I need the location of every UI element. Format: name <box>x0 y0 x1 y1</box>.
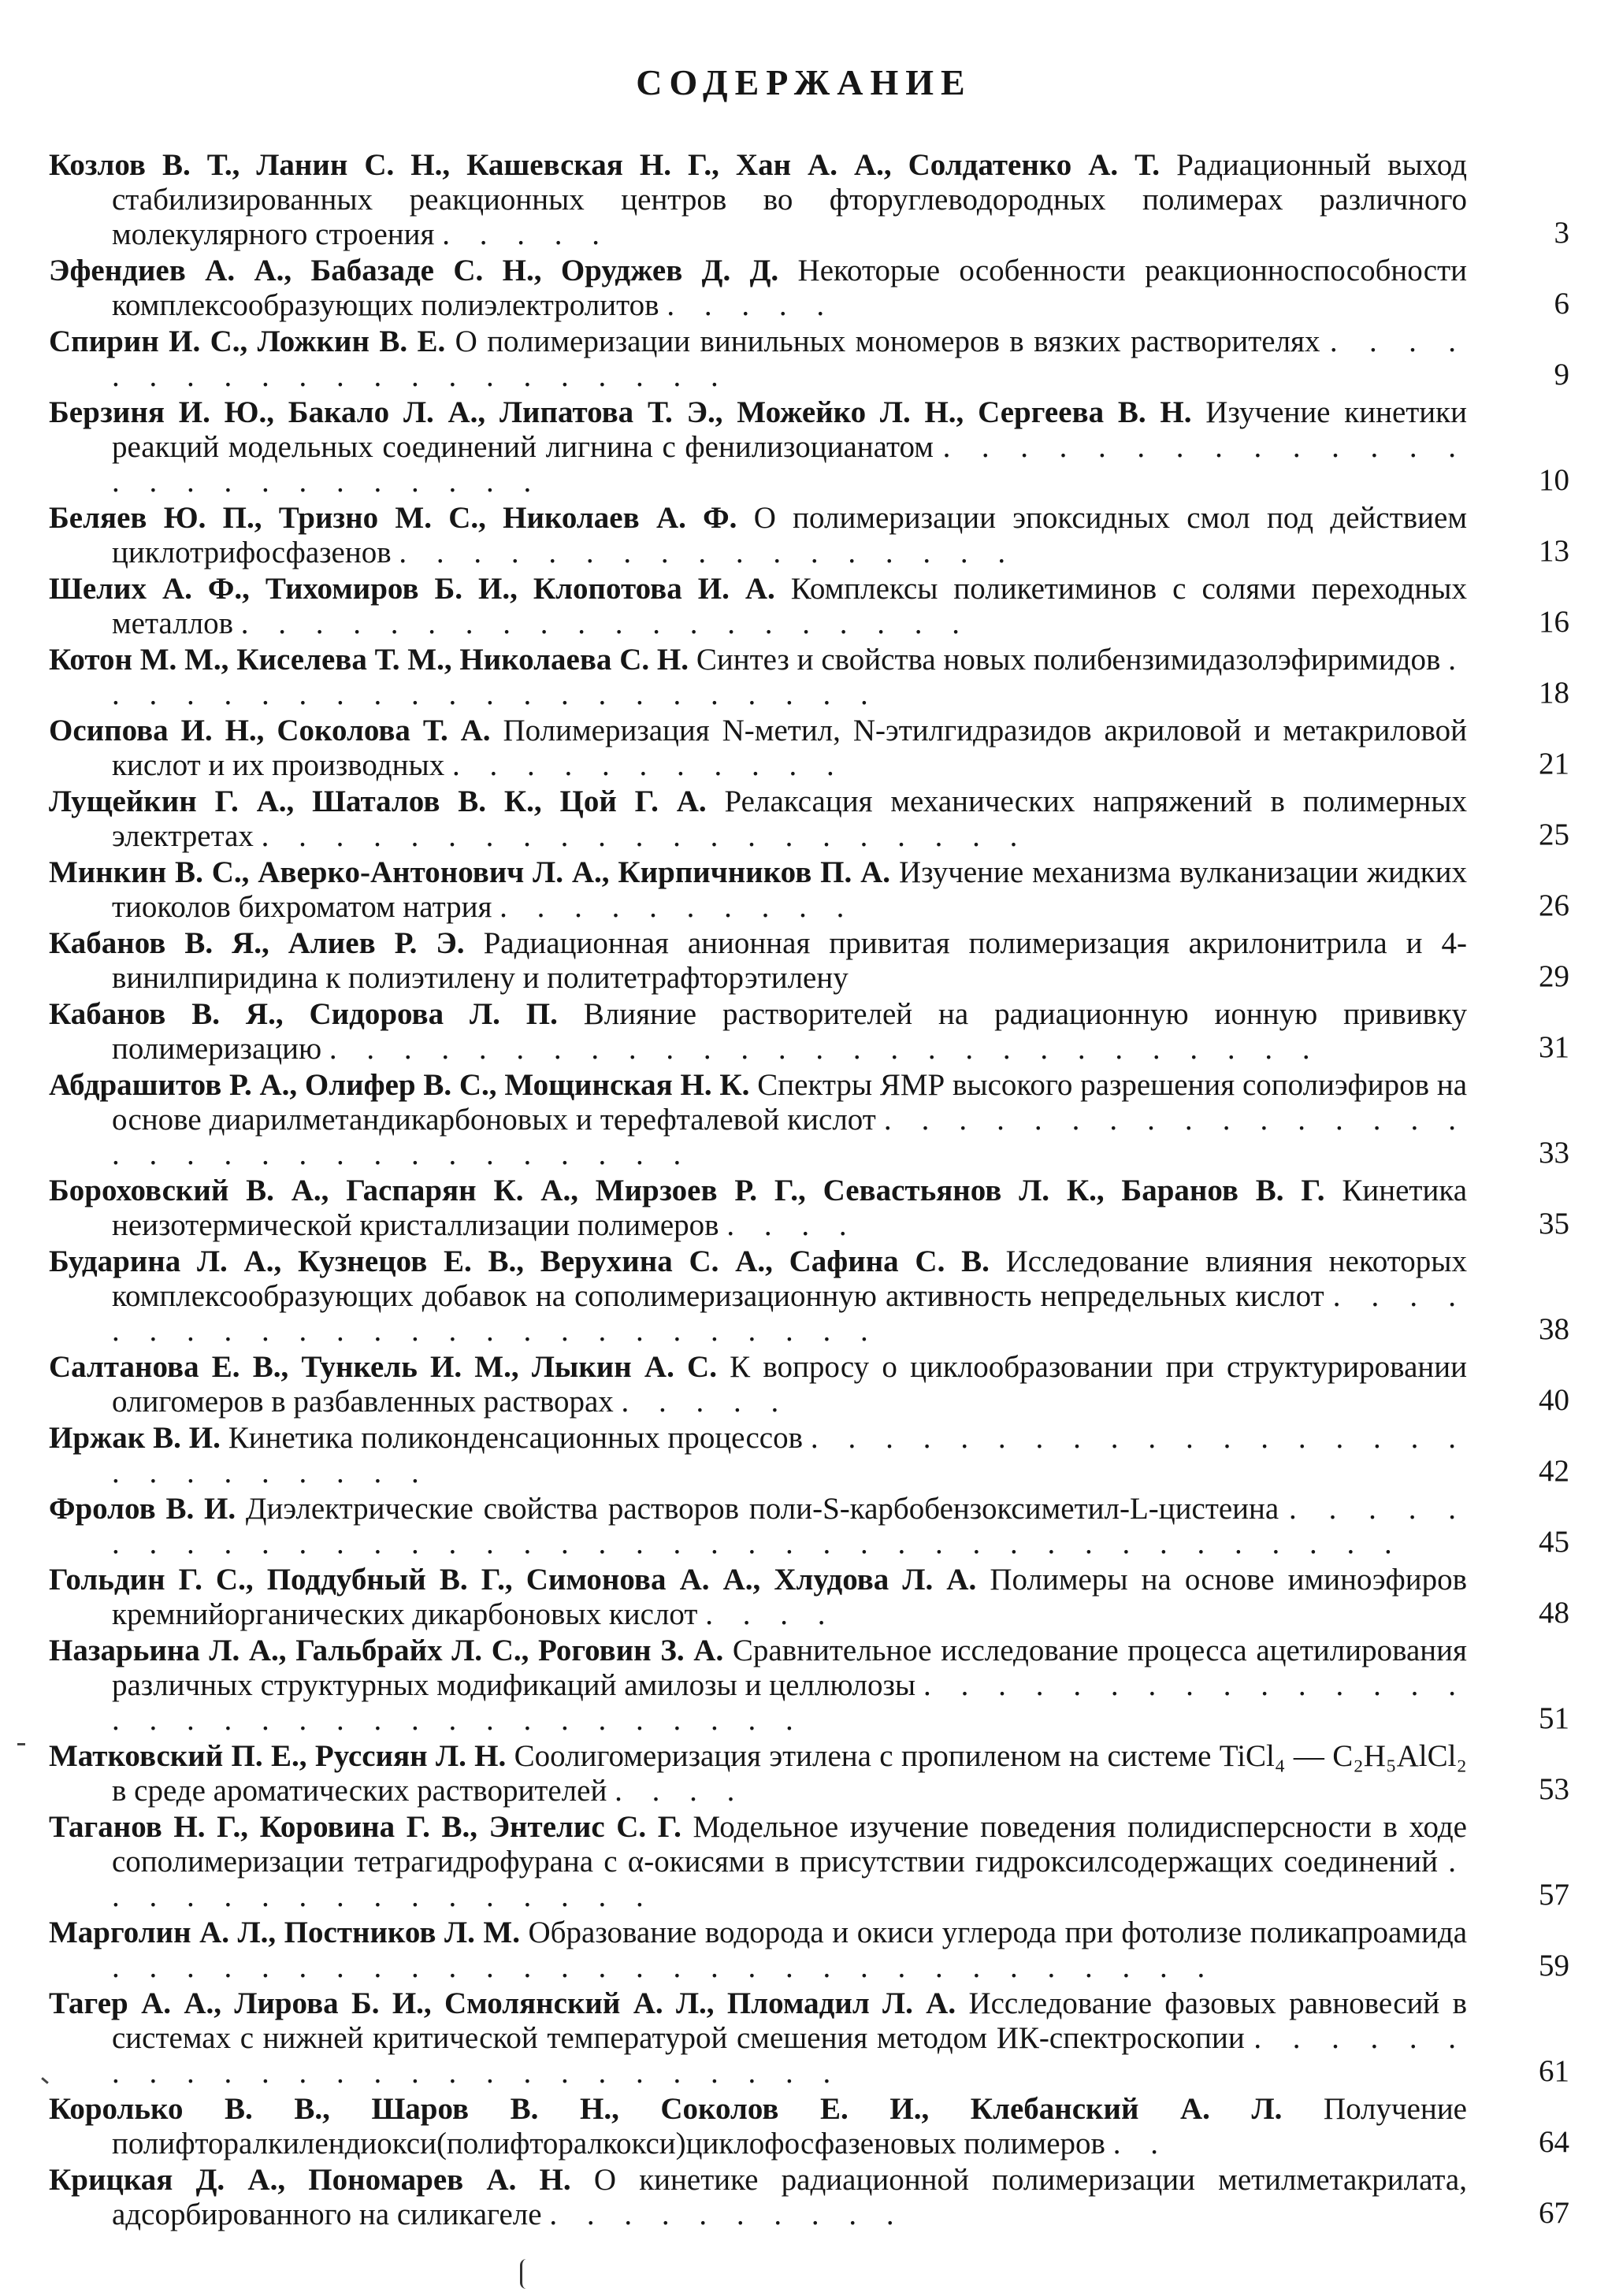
toc-entry-text <box>49 784 1467 854</box>
dot-leader: . . . . . . . . . . . . . . . . . . . . . . . . . . . . . . . . <box>112 1103 1468 1171</box>
toc-entry[interactable] <box>49 714 1585 783</box>
toc-entry-text <box>49 1492 1467 1561</box>
toc-entry-text <box>49 1916 1467 1985</box>
entry-title: Изучение механизма вулканизации жидких тиоколов бихроматом натрия <box>112 855 1468 924</box>
toc-entry[interactable] <box>49 2163 1585 2232</box>
toc-entry-text <box>49 714 1467 783</box>
entry-page-number: 9 <box>1554 358 1569 391</box>
entry-authors: Козлов В. Т., Ланин С. Н., Кашевская Н. Г., Хан А. А., Солдатенко А. Т. <box>49 148 1161 182</box>
toc-entry[interactable] <box>49 501 1585 570</box>
entry-authors: Минкин В. С., Аверко-Антонович Л. А., Кирпичников П. А. <box>49 855 891 889</box>
entry-authors: Кабанов В. Я., Сидорова Л. П. <box>49 997 558 1031</box>
entry-page-number: 40 <box>1539 1383 1569 1417</box>
entry-page-number: 10 <box>1539 463 1569 497</box>
entry-title: Получение полифторалкилендиокси(полифторалкокси)циклофосфазеновых полимеров <box>112 2092 1467 2161</box>
toc-entry-text <box>49 572 1467 641</box>
toc-entry-text <box>49 1244 1467 1348</box>
toc-entry[interactable] <box>49 1174 1585 1243</box>
dot-leader: . . . . . . . . . . . . . . . . . <box>399 536 1017 569</box>
scan-mark <box>41 2077 49 2084</box>
toc-entry[interactable] <box>49 1739 1585 1808</box>
entry-authors: Таганов Н. Г., Коровина Г. В., Энтелис С. Г. <box>49 1810 681 1844</box>
toc-entry[interactable] <box>49 643 1585 712</box>
entry-page-number: 38 <box>1539 1312 1569 1346</box>
toc-entry[interactable] <box>49 1563 1585 1632</box>
entry-page-number: 42 <box>1539 1454 1569 1488</box>
entry-page-number: 53 <box>1539 1772 1569 1806</box>
toc-entry[interactable] <box>49 1350 1585 1419</box>
entry-page-number: 48 <box>1539 1596 1569 1630</box>
entry-page-number: 33 <box>1539 1136 1569 1170</box>
toc-entry[interactable] <box>49 1916 1585 1985</box>
dot-leader: . . . . . . . . . . . . . . . . . . . . . . . . . . . <box>112 1421 1468 1489</box>
entry-page-number: 26 <box>1539 888 1569 922</box>
dot-leader: . . . . . . . . . . . . . . . . . . . . . <box>261 819 1029 853</box>
entry-page-number: 35 <box>1539 1207 1569 1241</box>
entry-page-number: 64 <box>1539 2125 1569 2159</box>
toc-entry[interactable] <box>49 855 1585 925</box>
entry-authors: Осипова И. Н., Соколова Т. А. <box>49 714 491 747</box>
entry-title: Изучение кинетики реакций модельных соединений лигнина с фенилизоцианатом <box>112 395 1467 464</box>
entry-title: Исследование фазовых равновесий в системах с нижней критической температурой смешения методом ИК-спектроскопии <box>112 1986 1468 2055</box>
toc-entry[interactable] <box>49 1810 1585 1914</box>
entry-page-number: 18 <box>1539 676 1569 710</box>
entry-authors: Назарьина Л. А., Гальбрайх Л. С., Роговин З. А. <box>49 1634 724 1667</box>
scan-mark <box>17 1743 25 1745</box>
dot-leader: . . . . . . . . . . . . . . . . . . . . . . . . . . . . . . . . . . . . . . . . <box>112 1492 1468 1560</box>
entry-authors: Марголин А. Л., Постников Л. М. <box>49 1916 520 1949</box>
dot-leader: . . . . . <box>442 217 611 251</box>
toc-entry-text <box>49 148 1467 252</box>
toc-entry[interactable] <box>49 572 1585 641</box>
entry-page-number: 31 <box>1539 1030 1569 1064</box>
dot-leader: . . . . . <box>621 1385 790 1419</box>
entry-page-number: 29 <box>1539 959 1569 993</box>
dot-leader: . . . . . . . . . . . . . . . . . . . . . <box>112 325 1468 393</box>
entry-title: Кинетика поликонденсационных процессов <box>228 1421 803 1455</box>
entry-page-number: 57 <box>1539 1878 1569 1912</box>
toc-entry-text <box>49 254 1467 323</box>
dot-leader: . . . . . . . . . . . . . . . . . . . . . . . . . . <box>112 2021 1468 2090</box>
entry-title: Комплексы поликетиминов с солями переходных металлов <box>112 572 1468 640</box>
entry-authors: Королько В. В., Шаров В. Н., Соколов Е. И., Клебанский А. Л. <box>49 2092 1283 2126</box>
dot-leader: . . . . . . . . . . <box>499 890 856 924</box>
toc-entry-text <box>49 1563 1467 1632</box>
entry-title: Спектры ЯМР высокого разрешения сополиэфиров на основе диарилметандикарбоновых и терефталевой кислот <box>112 1068 1468 1137</box>
entry-authors: Иржак В. И. <box>49 1421 221 1455</box>
toc-entry[interactable] <box>49 997 1585 1066</box>
entry-page-number: 21 <box>1539 747 1569 781</box>
toc-entry-text <box>49 1068 1467 1172</box>
entry-page-number: 61 <box>1539 2054 1569 2088</box>
dot-leader: . . . . . . . . . . . . . . . . . . . . . . <box>112 643 1468 711</box>
toc-entry[interactable] <box>49 1244 1585 1348</box>
dot-leader: . . . . . . . . . . . <box>451 748 845 782</box>
toc-list <box>49 148 1585 2234</box>
toc-entry-text <box>49 1986 1467 2090</box>
entry-page-number: 45 <box>1539 1525 1569 1559</box>
toc-entry[interactable] <box>49 2092 1585 2161</box>
dot-leader: . . . . . <box>667 288 836 322</box>
page-title: СОДЕРЖАНИЕ <box>636 62 972 102</box>
dot-leader: . . . . <box>615 1774 746 1808</box>
entry-authors: Лущейкин Г. А., Шаталов В. К., Цой Г. А. <box>49 784 707 818</box>
entry-title: Диэлектрические свойства растворов поли-S-карбобензоксиметил-L-цистеина <box>245 1492 1279 1526</box>
entry-title: Радиационный выход стабилизированных реакционных центров во фторуглеводородных полимерах различного молекулярного строения <box>112 148 1467 251</box>
entry-title: Исследование влияния некоторых комплексообразующих добавок на сополимеризационную активность непредельных кислот <box>112 1244 1468 1313</box>
entry-authors: Бударина Л. А., Кузнецов Е. В., Верухина С. А., Сафина С. В. <box>49 1244 990 1278</box>
entry-page-number: 59 <box>1539 1949 1569 1983</box>
toc-entry-text <box>49 501 1467 570</box>
entry-authors: Бороховский В. А., Гаспарян К. А., Мирзоев Р. Г., Севастьянов Л. К., Баранов В. Г. <box>49 1174 1325 1207</box>
toc-entry-text <box>49 997 1467 1066</box>
entry-authors: Салтанова Е. В., Тункель И. М., Лыкин А. С. <box>49 1350 717 1384</box>
entry-page-number: 25 <box>1539 818 1569 851</box>
toc-entry-text <box>49 855 1467 925</box>
entry-title: Образование водорода и окиси углерода при фотолизе поликапроамида <box>528 1916 1468 1949</box>
entry-page-number: 3 <box>1554 216 1569 250</box>
toc-entry-text <box>49 1634 1467 1738</box>
entry-title: К вопросу о циклообразовании при структурировании олигомеров в разбавленных растворах <box>112 1350 1467 1419</box>
toc-entry-text <box>49 926 1467 996</box>
toc-entry-text <box>49 1350 1467 1419</box>
toc-entry[interactable] <box>49 1492 1585 1561</box>
entry-authors: Тагер А. А., Лирова Б. И., Смолянский А. Л., Пломадил Л. А. <box>49 1986 956 2020</box>
entry-title: О полимеризации винильных мономеров в вязких растворителях <box>455 325 1320 358</box>
entry-page-number: 6 <box>1554 287 1569 321</box>
entry-title: Некоторые особенности реакционноспособности комплексообразующих полиэлектролитов <box>112 254 1467 322</box>
entry-authors: Котон М. М., Киселева Т. М., Николаева С. Н. <box>49 643 689 677</box>
toc-entry[interactable] <box>49 148 1585 252</box>
toc-entry-text <box>49 643 1467 712</box>
entry-authors: Берзиня И. Ю., Бакало Л. А., Липатова Т. Э., Можейко Л. Н., Сергеева В. Н. <box>49 395 1192 429</box>
toc-entry[interactable] <box>49 254 1585 323</box>
toc-entry[interactable] <box>49 1068 1585 1172</box>
entry-title: Релаксация механических напряжений в полимерных электретах <box>112 784 1467 853</box>
toc-entry[interactable] <box>49 325 1585 394</box>
dot-leader: . . <box>1112 2127 1169 2161</box>
toc-entry-text <box>49 1739 1467 1808</box>
entry-authors: Кабанов В. Я., Алиев Р. Э. <box>49 926 465 960</box>
toc-entry[interactable] <box>49 1986 1585 2090</box>
scan-mark <box>520 2259 532 2289</box>
entry-title: Полимеризация N-метил, N-этилгидразидов акриловой и метакриловой кислот и их производных <box>112 714 1467 782</box>
entry-authors: Гольдин Г. С., Поддубный В. Г., Симонова А. А., Хлудова Л. А. <box>49 1563 977 1597</box>
entry-page-number: 16 <box>1539 605 1569 639</box>
entry-title: Кинетика неизотермической кристаллизации полимеров <box>112 1174 1468 1242</box>
entry-authors: Беляев Ю. П., Тризно М. С., Николаев А. Ф. <box>49 501 737 535</box>
entry-page-number: 51 <box>1539 1701 1569 1735</box>
dot-leader: . . . . . . . . . . <box>549 2198 905 2231</box>
toc-entry-text <box>49 325 1467 394</box>
dot-leader: . . . . . . . . . . . . . . . . . . . . . . . . . . . . . . <box>112 1950 1216 1984</box>
entry-title: Влияние растворителей на радиационную ионную прививку полимеризацию <box>112 997 1467 1066</box>
entry-title: Радиационная анионная привитая полимеризация акрилонитрила и 4-винилпиридина к полиэтилену и политетрафторэтилену <box>112 926 1467 995</box>
toc-entry[interactable] <box>49 1634 1585 1738</box>
entry-authors: Матковский П. Е., Руссиян Л. Н. <box>49 1739 507 1773</box>
entry-authors: Эфендиев А. А., Бабазаде С. Н., Оруджев Д. Д. <box>49 254 779 287</box>
dot-leader: . . . . <box>726 1208 858 1242</box>
entry-authors: Абдрашитов Р. А., Олифер В. С., Мощинская Н. К. <box>49 1068 750 1102</box>
toc-entry-text <box>49 2163 1467 2232</box>
toc-entry-text <box>49 395 1467 499</box>
entry-page-number: 67 <box>1539 2196 1569 2230</box>
dot-leader: . . . . . . . . . . . . . . . . . . . . <box>240 606 971 640</box>
entry-title: Соолигомеризация этилена с пропиленом на системе TiCl₄ — C₂H₅AlCl₂ в среде ароматических растворителей <box>112 1739 1468 1808</box>
entry-title: О полимеризации эпоксидных смол под действием циклотрифосфазенов <box>112 501 1467 569</box>
dot-leader: . . . . . . . . . . . . . . . . . . . . . . . . . . . <box>329 1032 1321 1066</box>
dot-leader: . . . . . . . . . . . . . . . . . . . . . . . . . . <box>112 430 1468 499</box>
toc-entry-text <box>49 1421 1467 1490</box>
toc-entry-text <box>49 1174 1467 1243</box>
dot-leader: . . . . <box>705 1597 837 1631</box>
toc-entry-text <box>49 2092 1467 2161</box>
entry-title: Полимеры на основе иминоэфиров кремнийорганических дикарбоновых кислот <box>112 1563 1468 1631</box>
toc-entry[interactable] <box>49 784 1585 854</box>
toc-entry[interactable] <box>49 395 1585 499</box>
entry-title: Синтез и свойства новых полибензимидазолэфиримидов <box>696 643 1441 677</box>
entry-title: О кинетике радиационной полимеризации метилметакрилата, адсорбированного на силикагеле <box>112 2163 1467 2231</box>
dot-leader: . . . . . . . . . . . . . . . . . . . . . . . . . . . . . . . . . . <box>112 1668 1468 1737</box>
dot-leader: . . . . . . . . . . . . . . . . . . . . . . . . . <box>112 1279 1467 1348</box>
entry-authors: Крицкая Д. А., Пономарев А. Н. <box>49 2163 571 2197</box>
toc-entry[interactable] <box>49 1421 1585 1490</box>
entry-title: Модельное изучение поведения полидисперсности в ходе сополимеризации тетрагидрофурана с α-окисями в присутствии гидроксилсодержащих соединений <box>112 1810 1467 1879</box>
entry-authors: Шелих А. Ф., Тихомиров Б. И., Клопотова И. А. <box>49 572 775 606</box>
entry-authors: Фролов В. И. <box>49 1492 236 1526</box>
dot-leader: . . . . . . . . . . . . . . . . <box>112 1845 1467 1913</box>
toc-entry-text <box>49 1810 1467 1914</box>
entry-title: Сравнительное исследование процесса ацетилирования различных структурных модификаций амилозы и целлюлозы <box>112 1634 1467 1702</box>
entry-page-number: 13 <box>1539 534 1569 568</box>
toc-entry[interactable] <box>49 926 1585 996</box>
entry-authors: Спирин И. С., Ложкин В. Е. <box>49 325 446 358</box>
